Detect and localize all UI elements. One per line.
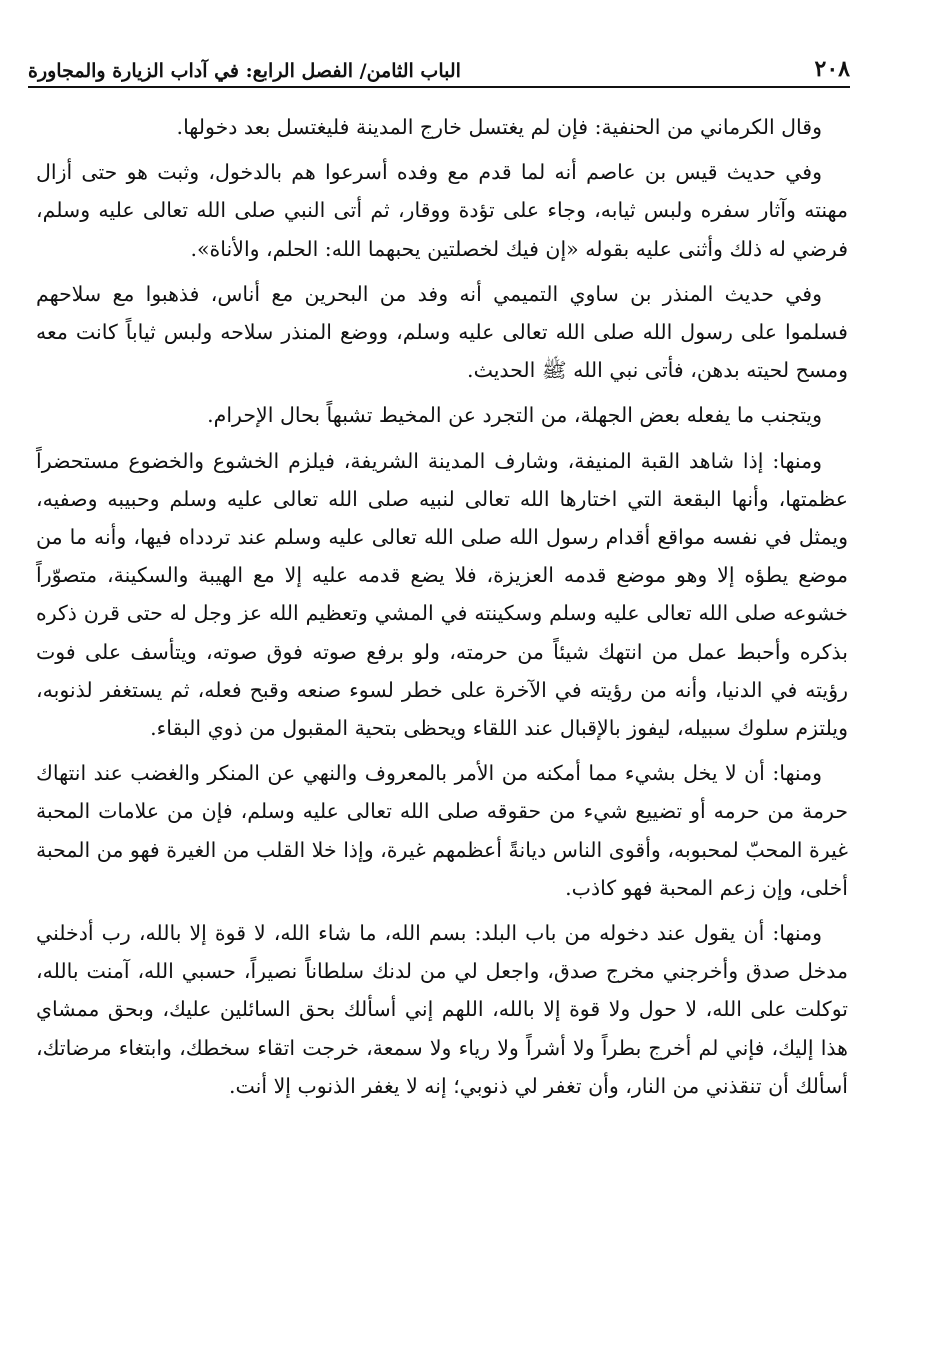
paragraph-qays-hadith: وفي حديث قيس بن عاصم أنه لما قدم مع وفده أسرعوا هم بالدخول، وثبت هو حتى أزال مهنته وآثار سفره ولبس ثيابه، وجاء على تؤدة ووقار، ثم أتى النبي صلى الله تعالى عليه وسلم، فرضي له ذلك وأثنى عليه بقوله «إن فيك لخصلتين يحبهما الله: الحلم، والأناة». (36, 160, 848, 261)
body-text (36, 108, 848, 1112)
page-number: ٢٠٨ (814, 56, 850, 82)
page-header (28, 42, 850, 82)
paragraph-enjoining-good: ومنها: أن لا يخل بشيء مما أمكنه من الأمر بالمعروف والنهي عن المنكر والغضب عند انتهاك حرمة من حرمه أو تضييع شيء من حقوقه صلى الله تعالى عليه وسلم، فإن من علامات المحبة غيرة المحبّ لمحبوبه، وأقوى الناس ديانةً أعظمهم غيرة، وإذا خلا القلب من الغيرة فهو من المحبة أخلى، وإن زعم المحبة فهو كاذب. (36, 761, 848, 900)
paragraph-kirmani: وقال الكرماني من الحنفية: فإن لم يغتسل خارج المدينة فليغتسل بعد دخولها. (176, 115, 822, 139)
running-title: الباب الثامن/ الفصل الرابع: في آداب الزيارة والمجاورة (28, 60, 461, 82)
paragraph-mundhir-hadith: وفي حديث المنذر بن ساوي التميمي أنه وفد من البحرين مع أناس، فذهبوا مع سلاحهم فسلموا على رسول الله صلى الله تعالى عليه وسلم، ووضع المنذر سلاحه ولبس ثياباً كانت معه ومسح لحيته بدهن، فأتى نبي الله ﷺ الحديث. (36, 281, 848, 383)
paragraph-avoid-stripping: ويتجنب ما يفعله بعض الجهلة، من التجرد عن المخيط تشبهاً بحال الإحرام. (207, 403, 822, 428)
paragraph-reverence: ومنها: إذا شاهد القبة المنيفة، وشارف المدينة الشريفة، فيلزم الخشوع والخضوع مستحضراً عظمتها، وأنها البقعة التي اختارها الله تعالى لنبيه صلى الله تعالى عليه وسلم وحبيبه وصفيه، ويمثل في نفسه مواقع أقدام رسول الله صلى الله تعالى عليه وسلم عند تردداه فيها، وأنه ما من موضع يطؤه إلا وهو موضع قدمه العزيزة، فلا يضع قدمه عليه إلا مع الهيبة والسكينة، متصوّراً خشوعه صلى الله تعالى عليه وسلم وسكينته في المشي وتعظيم الله عز وجل له حتى قرن ذكره بذكره وأحبط عمل من انتهك شيئاً من حرمته، ولو برفع صوته فوق صوته، ويتأسف على فوت رؤيته في الدنيا، وأنه من رؤيته في الآخرة على خطر لسوء صنعه وقبح فعله، ثم يستغفر لذنوبه، ويلتزم سلوك سبيله، ليفوز بالإقبال عند اللقاء ويحظى بتحية المقبول من ذوي البقاء. (36, 448, 848, 741)
header-rule (28, 86, 850, 88)
paragraph-entry-supplication: ومنها: أن يقول عند دخوله من باب البلد: بسم الله، ما شاء الله، لا قوة إلا بالله، رب أدخلني مدخل صدق وأخرجني مخرج صدق، واجعل لي من لدنك سلطاناً نصيراً، حسبي الله، آمنت بالله، توكلت على الله، لا حول ولا قوة إلا بالله، اللهم إني أسألك بحق السائلين عليك، وبحق ممشاي هذا إليك، فإني لم أخرج بطراً ولا أشراً ولا رياء ولا سمعة، خرجت اتقاء سخطك، وابتغاء مرضاتك، أسألك أن تنقذني من النار، وأن تغفر لي ذنوبي؛ إنه لا يغفر الذنوب إلا أنت. (36, 921, 848, 1098)
